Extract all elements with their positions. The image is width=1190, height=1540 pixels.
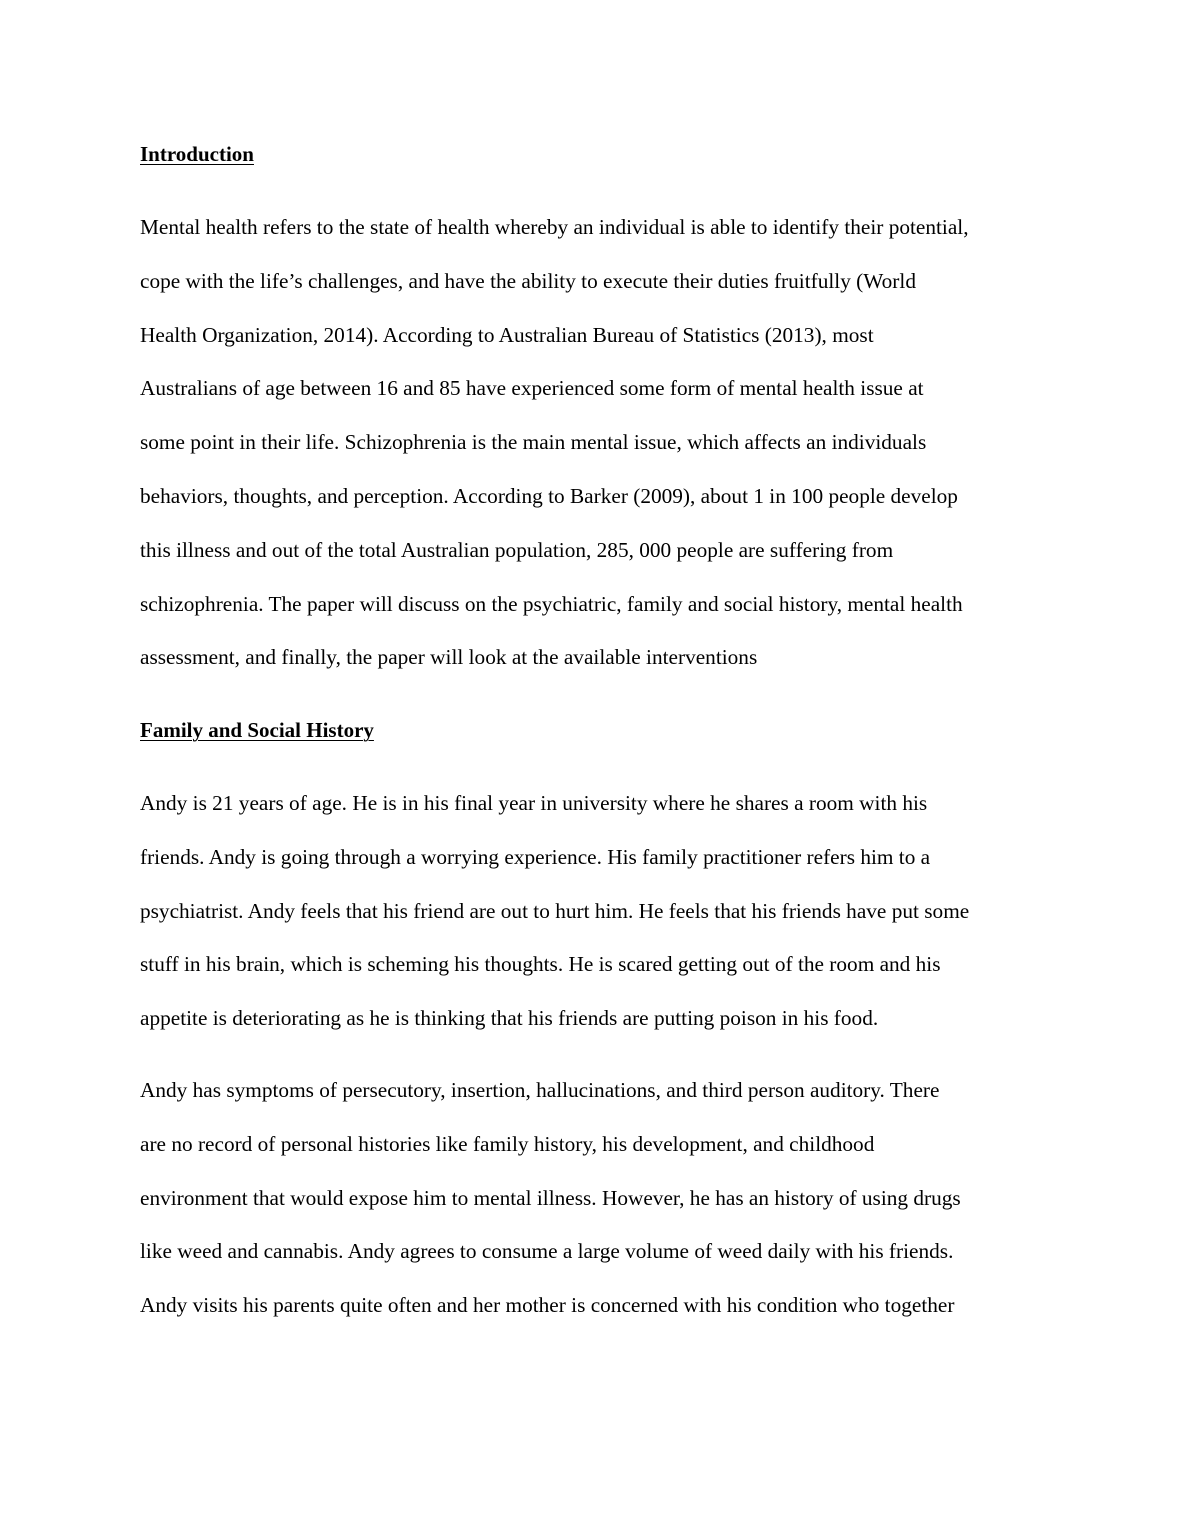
paragraph-line: some point in their life. Schizophrenia is the main mental issue, which affects an individuals — [140, 430, 927, 455]
paragraph-line: cope with the life’s challenges, and have the ability to execute their duties fruitfully (World — [140, 268, 916, 293]
paragraph-line: this illness and out of the total Australian population, 285, 000 people are suffering from — [140, 537, 894, 562]
family-social-history-heading: Family and Social History — [140, 718, 374, 742]
paragraph-line: stuff in his brain, which is scheming his thoughts. He is scared getting out of the room and his — [140, 952, 941, 977]
family-history-paragraph-1 — [140, 790, 1060, 1059]
paragraph-line: environment that would expose him to mental illness. However, he has an history of using drugs — [140, 1185, 961, 1210]
paragraph-line: Andy is 21 years of age. He is in his final year in university where he shares a room with his — [140, 791, 928, 815]
family-history-paragraph-2 — [140, 1077, 1060, 1346]
paragraph-line: Health Organization, 2014). According to Australian Bureau of Statistics (2013), most — [140, 322, 874, 347]
paragraph-line: are no record of personal histories like family history, his development, and childhood — [140, 1131, 875, 1156]
paragraph-line: Mental health refers to the state of health whereby an individual is able to identify their potential, — [140, 215, 969, 239]
paragraph-line: schizophrenia. The paper will discuss on the psychiatric, family and social history, mental health — [140, 591, 963, 616]
paragraph-line: like weed and cannabis. Andy agrees to consume a large volume of weed daily with his friends. — [140, 1239, 954, 1264]
paragraph-line: Andy visits his parents quite often and her mother is concerned with his condition who together — [140, 1293, 955, 1318]
introduction-heading: Introduction — [140, 142, 254, 166]
paragraph-line: Australians of age between 16 and 85 have experienced some form of mental health issue at — [140, 376, 924, 401]
paragraph-line: psychiatrist. Andy feels that his friend are out to hurt him. He feels that his friends have put some — [140, 898, 970, 923]
paragraph-line: appetite is deteriorating as he is thinking that his friends are putting poison in his food. — [140, 1006, 879, 1031]
paragraph-line: friends. Andy is going through a worrying experience. His family practitioner refers him to a — [140, 844, 931, 869]
introduction-paragraph — [140, 214, 1060, 698]
paragraph-line: assessment, and finally, the paper will look at the available interventions — [140, 645, 758, 670]
paragraph-line: Andy has symptoms of persecutory, insertion, hallucinations, and third person auditory. There — [140, 1078, 940, 1102]
paragraph-line: behaviors, thoughts, and perception. According to Barker (2009), about 1 in 100 people develop — [140, 483, 958, 508]
